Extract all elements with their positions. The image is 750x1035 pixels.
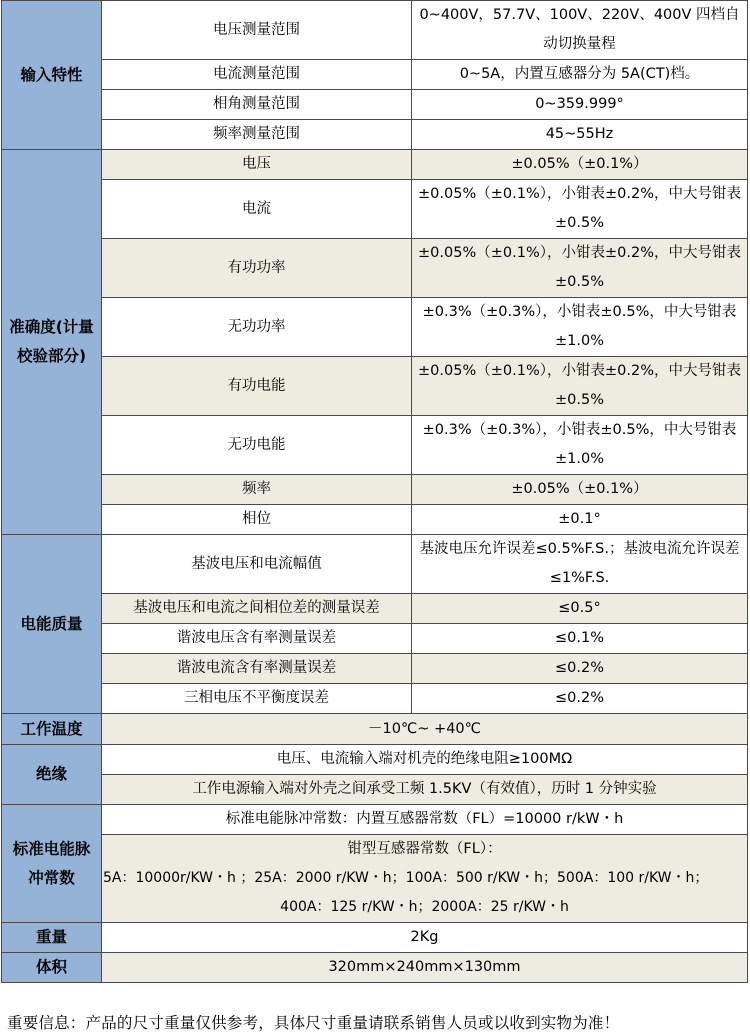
param-value: ±0.1° [412, 505, 748, 535]
disclaimer-note: 重要信息：产品的尺寸重量仅供参考，具体尺寸重量请联系销售人员或以收到实物为准！ [7, 1014, 620, 1032]
pulse-clamp-cell [102, 835, 748, 923]
param-value: ±0.3%（±0.3%），小钳表±0.5%，中大号钳表±1.0% [412, 416, 748, 475]
param-label: 谐波电压含有率测量误差 [102, 624, 412, 654]
table-row [2, 953, 748, 983]
table-row [2, 416, 748, 475]
param-label: 电流 [102, 180, 412, 239]
table-row [2, 535, 748, 594]
param-value: ≤0.5° [412, 594, 748, 624]
category-volume: 体积 [2, 953, 102, 983]
table-row [2, 475, 748, 505]
table-row [2, 505, 748, 535]
param-value: ±0.05%（±0.1%） [412, 150, 748, 180]
param-value: ±0.05%（±0.1%），小钳表±0.2%，中大号钳表±0.5% [412, 357, 748, 416]
category-weight: 重量 [2, 923, 102, 953]
temperature-value: －10℃~ +40℃ [102, 714, 748, 745]
category-accuracy-label: 准确度(计量校验部分) [9, 318, 94, 365]
volume-value: 320mm×240mm×130mm [102, 953, 748, 983]
table-row [2, 624, 748, 654]
category-input: 输入特性 [2, 1, 102, 150]
table-row [2, 60, 748, 90]
category-temperature: 工作温度 [2, 714, 102, 745]
param-label: 无功电能 [102, 416, 412, 475]
param-label: 电压测量范围 [102, 1, 412, 60]
table-row [2, 805, 748, 835]
pulse-clamp-line: 5A：10000r/KW・h ；25A：2000 r/KW・h；100A：500 r/KW・h；500A：100 r/KW・h； [103, 870, 709, 886]
param-label: 无功功率 [102, 298, 412, 357]
table-row [2, 775, 748, 805]
table-row [2, 150, 748, 180]
table-row [2, 835, 748, 923]
param-value: ±0.05%（±0.1%），小钳表±0.2%，中大号钳表±0.5% [412, 239, 748, 298]
param-label: 谐波电流含有率测量误差 [102, 654, 412, 684]
category-pulse [2, 805, 102, 923]
param-value: 45~55Hz [412, 120, 748, 150]
category-accuracy [2, 150, 102, 535]
param-value: ±0.05%（±0.1%） [412, 475, 748, 505]
param-label: 电流测量范围 [102, 60, 412, 90]
table-row [2, 298, 748, 357]
param-label: 频率测量范围 [102, 120, 412, 150]
table-row [2, 357, 748, 416]
param-value: ±0.3%（±0.3%），小钳表±0.5%，中大号钳表±1.0% [412, 298, 748, 357]
param-label: 频率 [102, 475, 412, 505]
weight-value: 2Kg [102, 923, 748, 953]
param-value: ≤0.1% [412, 624, 748, 654]
table-row [2, 654, 748, 684]
table-row [2, 90, 748, 120]
param-value: 0~359.999° [412, 90, 748, 120]
pulse-clamp-line: 400A：125 r/KW・h；2000A：25 r/KW・h [280, 899, 569, 915]
category-quality: 电能质量 [2, 535, 102, 714]
table-row [2, 1, 748, 60]
insulation-value: 电压、电流输入端对机壳的绝缘电阻≥100MΩ [102, 745, 748, 775]
pulse-value: 标准电能脉冲常数：内置互感器常数（FL）=10000 r/kW・h [102, 805, 748, 835]
table-row [2, 684, 748, 714]
table-row [2, 745, 748, 775]
param-value: ±0.05%（±0.1%），小钳表±0.2%，中大号钳表±0.5% [412, 180, 748, 239]
param-label: 相位 [102, 505, 412, 535]
param-value: 基波电压允许误差≤0.5%F.S.；基波电流允许误差≤1%F.S. [412, 535, 748, 594]
pulse-clamp-title: 钳型互感器常数（FL）： [347, 841, 502, 857]
param-label: 有功电能 [102, 357, 412, 416]
insulation-value: 工作电源输入端对外壳之间承受工频 1.5KV（有效值），历时 1 分钟实验 [102, 775, 748, 805]
table-row [2, 180, 748, 239]
param-label: 相角测量范围 [102, 90, 412, 120]
param-label: 基波电压和电流之间相位差的测量误差 [102, 594, 412, 624]
category-insulation: 绝缘 [2, 745, 102, 805]
category-pulse-label: 标准电能脉冲常数 [12, 839, 91, 887]
param-value: ≤0.2% [412, 684, 748, 714]
table-row [2, 923, 748, 953]
table-row [2, 120, 748, 150]
param-label: 电压 [102, 150, 412, 180]
table-row [2, 594, 748, 624]
param-label: 基波电压和电流幅值 [102, 535, 412, 594]
spec-table [1, 0, 748, 983]
param-label: 三相电压不平衡度误差 [102, 684, 412, 714]
param-value: 0~5A，内置互感器分为 5A(CT)档。 [412, 60, 748, 90]
param-label: 有功功率 [102, 239, 412, 298]
param-value: 0~400V，57.7V、100V、220V、400V 四档自动切换量程 [412, 1, 748, 60]
param-value: ≤0.2% [412, 654, 748, 684]
table-row [2, 714, 748, 745]
table-row [2, 239, 748, 298]
